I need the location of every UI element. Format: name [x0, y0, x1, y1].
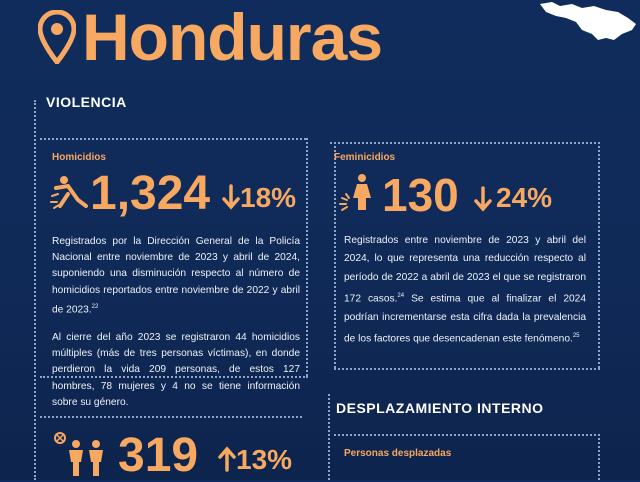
homicidios-paragraph-2: Al cierre del año 2023 se registraron 44 homicidios múltiples (más de tres personas víctimas), en donde perdieron la vida 209 personas, de estos 127 hombres, 78 mujeres y 4 no se tiene información sobre su género.	[52, 332, 300, 408]
multiple-homicides-value: 319	[118, 429, 199, 482]
homicidios-label: Homicidios	[52, 152, 106, 163]
homicidios-change: 18%	[240, 182, 297, 213]
homicidios-value: 1,324	[90, 167, 211, 220]
feminicidios-top-border	[330, 142, 600, 144]
violencia-section-title: VIOLENCIA	[46, 94, 127, 110]
desplazamiento-section-title: DESPLAZAMIENTO INTERNO	[336, 400, 544, 416]
multiple-homicides-top-border	[40, 416, 302, 418]
feminicidios-down-arrow-icon	[474, 186, 492, 212]
feminicidios-value: 130	[382, 169, 459, 221]
up-arrow-icon	[218, 446, 236, 472]
multiple-victims-icon	[52, 432, 108, 476]
feminicidios-paragraph-text: Registrados entre noviembre de 2023 y abril del 2024, lo que representa una reducción respecto al período de 2022 a abril de 2023 el que se registraron 172 casos.	[344, 235, 586, 305]
woman-victim-icon	[338, 172, 378, 212]
multiple-homicides-change: 13%	[236, 444, 293, 475]
feminicidios-bottom-border	[334, 368, 600, 370]
homicidios-paragraph-1	[52, 234, 300, 318]
feminicidios-label: Feminicidios	[334, 152, 396, 163]
honduras-map-icon	[536, 0, 640, 46]
down-arrow-icon	[222, 184, 240, 210]
feminicidios-left-border	[334, 142, 336, 368]
desplazamiento-top-border	[334, 434, 600, 436]
desplazamiento-right-border	[598, 434, 600, 480]
feminicidios-right-border	[598, 142, 600, 368]
footnote-ref-25: 25	[572, 333, 580, 340]
feminicidios-change: 24%	[496, 182, 553, 213]
footnote-ref-24: 24	[397, 293, 405, 300]
feminicidios-paragraph-continued: Se estima que al finalizar el 2024 podrían incrementarse esta cifra dada la prevalencia de los factores que desencadenan este fenómeno.	[344, 293, 586, 345]
homicidios-paragraph-1-text: Registrados por la Dirección General de la Policía Nacional entre noviembre de 2023 y abril de 2024, suponiendo una disminución respecto al número de homicidios reportados entre noviembre de 2022 y abril de 2023.	[52, 236, 300, 316]
feminicidios-paragraph	[344, 232, 586, 349]
desplazamiento-label: Personas desplazadas	[344, 448, 452, 459]
page-title: Honduras	[82, 0, 383, 74]
location-pin-icon	[38, 10, 76, 64]
footnote-ref-22: 22	[91, 303, 99, 310]
shooting-victim-icon	[50, 172, 90, 212]
homicidios-right-border	[306, 138, 308, 376]
left-divider	[34, 100, 36, 480]
desplazamiento-left-divider	[328, 394, 330, 480]
homicidios-top-border	[40, 138, 306, 140]
